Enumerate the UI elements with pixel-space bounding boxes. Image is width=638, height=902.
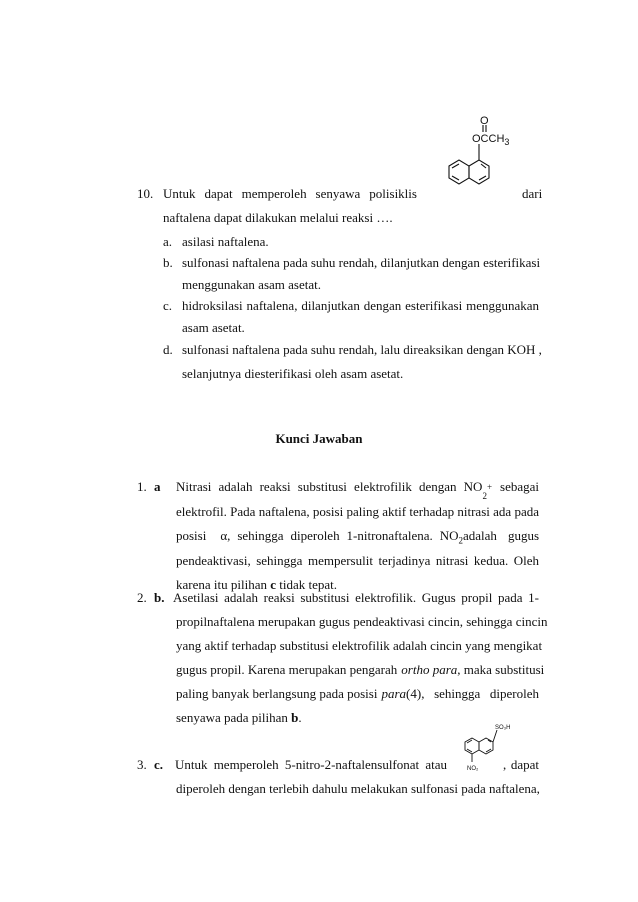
answer-2-line-5 <box>176 686 539 702</box>
answer-2-line-6-a: senyawa pada pilihan <box>176 710 292 725</box>
option-c-line-2: asam asetat. <box>182 320 245 335</box>
answer-2-line-4 <box>176 662 545 678</box>
word: polisiklis <box>369 186 417 201</box>
answer-1-line-5-a: karena itu pilihan <box>176 577 271 592</box>
answer-1-line-1 <box>176 479 539 504</box>
option-c-letter: c. <box>163 298 173 313</box>
word: senyawa <box>315 186 361 201</box>
answer-2-line-1: Asetilasi adalah reaksi substitusi elektrofilik. Gugus propil pada 1- <box>173 590 539 605</box>
answer-2-line-6 <box>176 710 302 726</box>
option-d-letter: d. <box>163 342 173 357</box>
option-a-letter: a. <box>163 234 173 249</box>
answer-number: 2. <box>137 590 147 605</box>
option-b-line-1: sulfonasi naftalena pada suhu rendah, dilanjutkan dengan esterifikasi <box>182 255 541 270</box>
answer-2-line-4-italic: ortho para <box>401 662 458 677</box>
answer-number: 3. <box>137 757 147 772</box>
answer-2-line-6-b: . <box>298 710 302 725</box>
answer-2-line-5-italic: para <box>381 686 407 701</box>
answer-1-line-3-c: adalah gugus <box>463 528 539 543</box>
answer-2-line-4-b: , maka substitusi <box>457 662 545 677</box>
answer-1-line-5-b: tidak tepat. <box>276 577 338 592</box>
no2-subscript: 2 <box>458 535 463 546</box>
question-line-1 <box>163 186 417 202</box>
answer-key-title: Kunci Jawaban <box>275 431 363 446</box>
answer-1-line-4: pendeaktivasi, sehingga mempersulit terjadinya nitrasi kedua. Oleh <box>176 553 539 568</box>
answer-2-line-5-a: paling banyak berlangsung pada posisi <box>176 686 378 701</box>
question-number: 10. <box>137 186 154 201</box>
answer-1-line-3 <box>176 528 539 549</box>
answer-1-line-2: elektrofil. Pada naftalena, posisi paling aktif terhadap nitrasi ada pada <box>176 504 539 519</box>
option-b-line-2: menggunakan asam asetat. <box>182 277 321 292</box>
answer-3-line-1-b: , dapat <box>503 757 539 772</box>
answer-letter: c. <box>154 757 164 772</box>
answer-letter: b. <box>154 590 165 605</box>
sulfonic-acid-label: SO₃H <box>495 725 511 731</box>
answer-2-line-2: propilnaftalena merupakan gugus pendeaktivasi cincin, sehingga cincin <box>176 614 548 629</box>
answer-2-line-3: yang aktif terhadap substitusi elektrofilik adalah cincin yang mengikat <box>176 638 543 653</box>
answer-2-line-6-bold: b <box>291 710 299 725</box>
word: dapat <box>204 186 233 201</box>
answer-letter: a <box>154 479 161 494</box>
question-line-2: naftalena dapat dilakukan melalui reaksi …. <box>163 210 393 225</box>
word: memperoleh <box>241 186 307 201</box>
alpha-symbol: α <box>220 528 228 543</box>
answer-2-line-4-a: gugus propil. Karena merupakan pengarah <box>176 662 398 677</box>
nitronium-subscript: $_2$+ <box>482 482 493 501</box>
acetoxy-label: $OCCH_3$ <box>472 133 510 147</box>
answer-number: 1. <box>137 479 147 494</box>
answer-2-line-5-b: (4), sehingga diperoleh <box>406 686 539 701</box>
answer-1-line-5-bold: c <box>270 577 276 592</box>
answer-1-line-3-a: posisi <box>176 528 207 543</box>
answer-1-line-3-b: , sehingga diperoleh 1-nitronaftalena. NO <box>227 528 459 543</box>
option-b-letter: b. <box>163 255 173 270</box>
option-c-line-1: hidroksilasi naftalena, dilanjutkan dengan esterifikasi menggunakan <box>182 298 539 313</box>
naphthyl-acetate-structure <box>425 112 525 200</box>
nitro-group-label: NO₂ <box>467 766 479 772</box>
carbonyl-oxygen-label: O <box>480 115 489 127</box>
option-d-line-1: sulfonasi naftalena pada suhu rendah, lalu direaksikan dengan KOH , <box>182 342 542 357</box>
option-d-line-2: selanjutnya diesterifikasi oleh asam asetat. <box>182 366 404 381</box>
answer-3-line-1-a: Untuk memperoleh 5-nitro-2-naftalensulfonat atau <box>175 757 447 772</box>
answer-3-line-2: diperoleh dengan terlebih dahulu melakukan sulfonasi pada naftalena, <box>176 781 540 796</box>
option-a-text: asilasi naftalena. <box>182 234 269 249</box>
word: Untuk <box>163 186 196 201</box>
answer-1-line-1-end: sebagai <box>500 479 539 494</box>
question-line-1-end: dari <box>522 186 543 201</box>
answer-1-line-1-text: Nitrasi adalah reaksi substitusi elektrofilik dengan NO <box>176 479 483 494</box>
